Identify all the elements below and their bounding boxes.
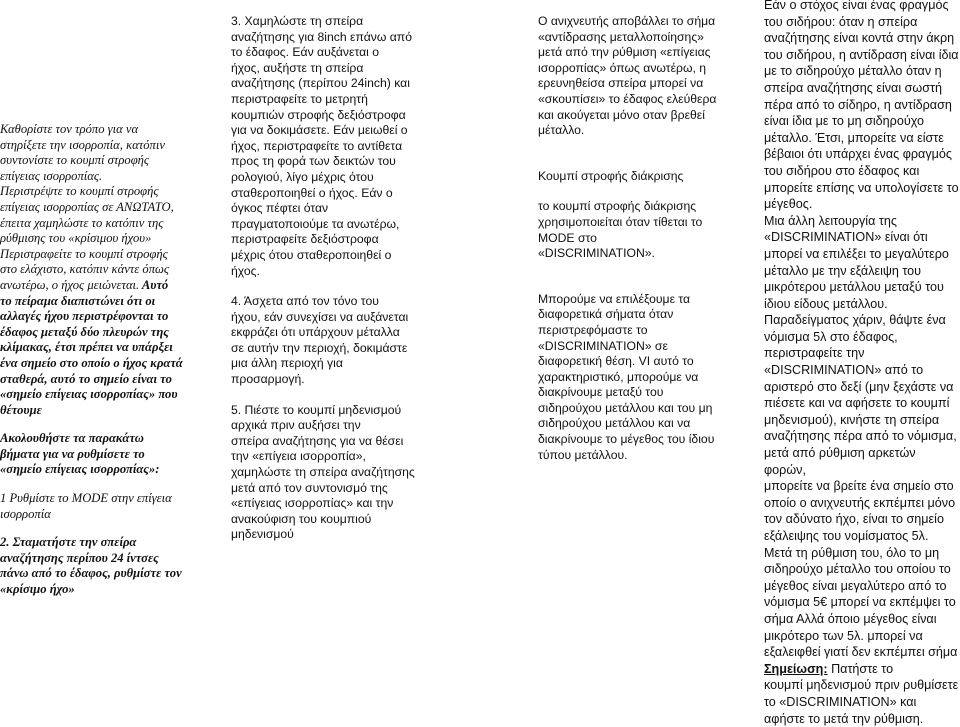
note-paragraph [764, 661, 960, 727]
detector-paragraph: Ο ανιχνευτής αποβάλλει το σήμα «αντίδρασης μεταλλοποίησης» μετά από την ρύθμιση «επίγειας ισορροπίας» όπως ανωτέρω, η ερευνηθείσα σπείρα μπορεί να «σκουπίσει» το έδαφος ελεύθερα και ακούγεται μόνο οταν βρεθεί μέταλλο. [538, 14, 717, 138]
steps-intro-text: Περιστρέψτε το κουμπί στροφής επίγειας ισορροπίας σε ΑΝΩΤΑΤΟ, έπειτα χαμηλώστε το κατόπιν της ρύθμισης του «κρίσιμου ήχου» Περιστραφείτε το κουμπί στροφής στο ελάχιστο, κατόπιν κάντε όπως ανωτέρω, ο ήχος μειώνεται. [0, 184, 174, 292]
column-3 [538, 14, 732, 463]
signal-selection-paragraph: Μπορούμε να επιλέξουμε τα διαφορετικά σήματα όταν περιστρεφόμαστε το «DISCRIMINATION» σε διαφορετική θέση. VI αυτό το χαρακτηριστικό, μπορούμε να διακρίνουμε μεταξύ του σιδηρούχου μετάλλου και του μη σιδηρούχου μετάλλου και να διακρίνουμε το μέγεθος του ίδιου τύπου μετάλλου. [538, 291, 715, 462]
intro-paragraph: Καθορίστε τον τρόπο για να στηρίξετε την ισορροπία, κατόπιν συντονίστε το κουμπί στροφής επίγειας ισορροπίας. [0, 122, 165, 183]
column-4 [764, 0, 960, 727]
bold-explanation: Αυτό το πείραμα διαπιστώνει ότι οι αλλαγές ήχου περιστρέφονται το έδαφος μεταξύ δύο πλευρών της κλίμακας, έτσι πρέπει να υπάρξει ένα σημείο στο οποίο ο ήχος κρατά σταθερά, αυτό το σημείο είναι το «σημείο επίγειας ισορροπίας» που θέτουμε [0, 277, 183, 417]
step-2: 2. Σταματήστε την σπείρα αναζήτησης περίπου 24 ίντσες πάνω από το έδαφος, ρυθμίστε τον «κρίσιμο ήχο» [0, 535, 182, 597]
step-1: 1 Ρυθμίστε το MODE στην επίγεια ισορροπία [0, 491, 172, 521]
step-4: 4. Άσχετα από τον τόνο του ήχου, εάν συνεχίσει να αυξάνεται εκφράζει ότι υπάρχουν μέταλλα σε αυτήν την περιοχή, δοκιμάστε μια άλλη περιοχή για προσαρμογή. [231, 294, 409, 387]
discrimination-function-paragraph: Μια άλλη λειτουργία της «DISCRIMINATION» είναι ότι μπορεί να επιλέξει το μεγαλύτερο μέταλλο με την εξάλειψη του μικρότερου μετάλλου μεταξύ του ίδιου είδους μετάλλου. [764, 213, 949, 311]
steps-intro-paragraph [0, 184, 203, 418]
note-label: Σημείωση: [764, 661, 828, 676]
iron-target-paragraph: Εάν ο στόχος είναι ένας φραγμός του σιδήρου: όταν η σπείρα αναζήτησης είναι κοντά στην άκρη του σιδήρου, η αντίδραση είναι ίδια με το σιδηρούχο μέταλλο όταν η σπείρα αναζήτησης είναι σωστή πέρα από το σίδηρο, η αντίδραση είναι ίδια με το μη σιδηρούχο μέταλλο. Έτσι, μπορείτε να είστε βέβαιοι ότι υπάρχει ένας φραγμός του σιδήρου στο έδαφος και μπορείτε επίσης να υπολογίσετε το μέγεθος. [764, 0, 959, 212]
discrimination-knob-paragraph: το κουμπί στροφής διάκρισης χρησιμοποιείται όταν τίθεται το MODE στο «DISCRIMINATION». [538, 199, 703, 261]
column-1 [0, 122, 203, 598]
follow-steps-text: Ακολουθήστε τα παρακάτω βήματα για να ρυθμίσετε το «σημείο επίγειας ισορροπίας»: [0, 431, 160, 477]
coin-example-paragraph: Παραδείγματος χάριν, θάψτε ένα νόμισμα 5λ στο έδαφος, περιστραφείτε την «DISCRIMINATION» από το αριστερό στο δεξί (μην ξεχάστε να πιέσετε και να αφήσετε το κουμπί μηδενισμού), κινήστε τη σπείρα αναζήτησης πέρα από το νόμισμα, μετά από ρύθμιση αρκετών φορών, μπορείτε να βρείτε ένα σημείο στο οποίο ο ανιχνευτής εκπέμπει μόνο τον αδύνατο ήχο, είναι το σημείο εξάλειψης του νομίσματος 5λ. Μετά τη ρύθμιση του, όλο το μη σιδηρούχο μέταλλο του οποίου το μέγεθος είναι μεγαλύτερο από το νόμισμα 5€ μπορεί να εκπέμψει το σήμα Αλλά όποιο μέγεθος είναι μικρότερο των 5λ. μπορεί να εξαλειφθεί γιατί δεν εκπέμπει σήμα [764, 313, 958, 660]
discrimination-heading: Κουμπί στροφής διάκρισης [538, 168, 684, 183]
note-text: Πατήστε το κουμπί μηδενισμού πριν ρυθμίσετε το «DISCRIMINATION» και αφήστε το μετά την ρύθμιση. [764, 661, 959, 726]
step-3: 3. Χαμηλώστε τη σπείρα αναζήτησης για 8inch επάνω από το έδαφος. Εάν αυξάνεται ο ήχος, αυξήστε τη σπείρα αναζήτησης (περίπου 24inch) και περιστραφείτε το μετρητή κουμπιών στροφής δεξιόστροφα για να δοκιμάσετε. Εάν μειωθεί ο ήχος, περιστραφείτε το αντίθετα προς τη φορά των δεικτών του ρολογιού, λίγο μέχρις ότου σταθεροποιηθεί ο ήχος. Εάν ο όγκος πέφτει όταν πραγματοποιούμε τα ανωτέρω, περιστραφείτε δεξιόστροφα μέχρις ότου σταθεροποιηθεί ο ήχος. [231, 14, 412, 278]
column-2 [231, 14, 423, 543]
step-5: 5. Πιέστε το κουμπί μηδενισμού αρχικά πριν αυξήσει την σπείρα αναζήτησης για να θέσει την «επίγεια ισορροπία», χαμηλώστε τη σπείρα αναζήτησης μετά από τον συντονισμό της «επίγειας ισορροπίας» και την ανακούφιση του κουμπιού μηδενισμού [231, 402, 415, 542]
